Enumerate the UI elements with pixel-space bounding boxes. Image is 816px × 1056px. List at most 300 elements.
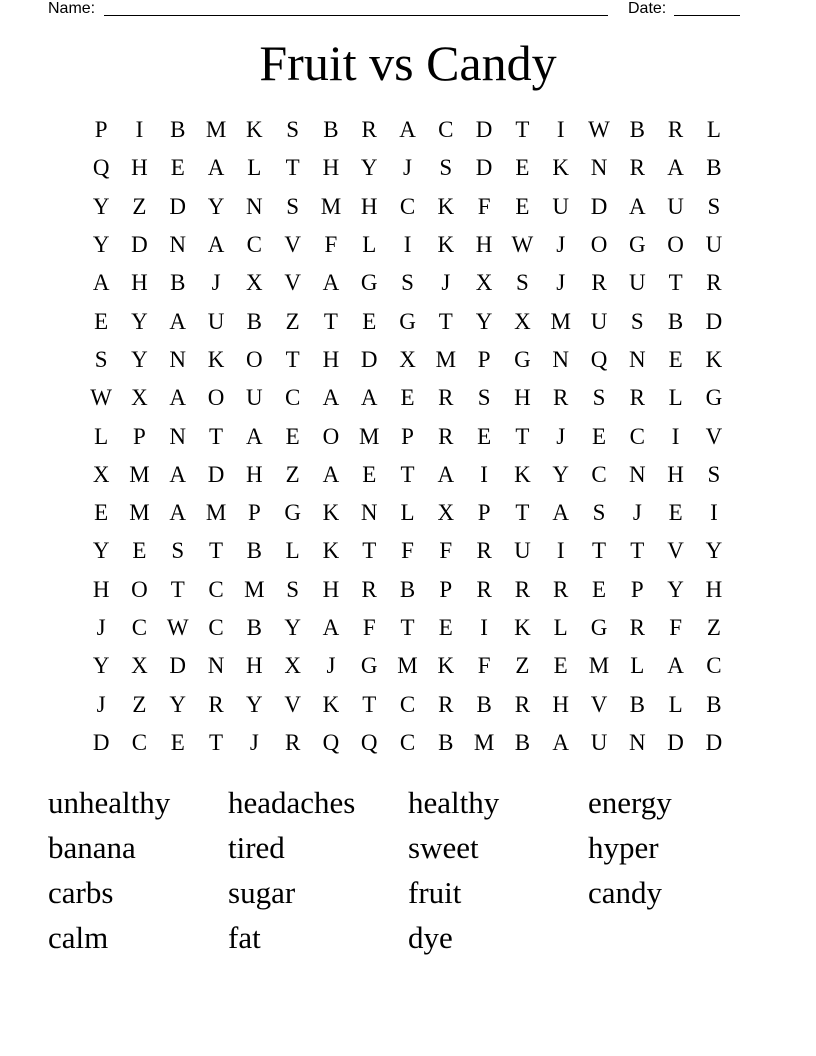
grid-letter: N xyxy=(169,232,187,258)
grid-letter: B xyxy=(629,691,645,717)
grid-letter: T xyxy=(591,538,607,564)
grid-letter: A xyxy=(92,270,110,296)
grid-letter: H xyxy=(475,232,493,258)
letter-grid xyxy=(82,111,733,762)
grid-letter: A xyxy=(360,385,378,411)
grid-letter: B xyxy=(706,155,722,181)
grid-letter: K xyxy=(322,538,340,564)
grid-letter: L xyxy=(94,423,109,449)
grid-letter: O xyxy=(322,423,340,449)
grid-letter: A xyxy=(207,155,225,181)
grid-letter: N xyxy=(169,346,187,372)
grid-letter: M xyxy=(320,193,342,219)
word-list-item: tired xyxy=(228,830,285,865)
grid-letter: V xyxy=(667,538,684,564)
grid-letter: N xyxy=(207,653,225,679)
grid-letter: E xyxy=(362,308,377,334)
grid-letter: P xyxy=(630,576,644,602)
grid-letter: M xyxy=(129,500,150,526)
grid-letter: G xyxy=(705,385,723,411)
grid-letter: Q xyxy=(92,155,110,181)
grid-letter: F xyxy=(324,232,338,258)
grid-letter: Y xyxy=(92,538,110,564)
grid-letter: N xyxy=(246,193,263,219)
grid-letter: R xyxy=(208,691,224,717)
grid-letter: M xyxy=(550,308,571,334)
grid-letter: C xyxy=(284,385,301,411)
grid-letter: T xyxy=(209,729,224,755)
grid-letter: H xyxy=(667,461,684,487)
grid-letter: Y xyxy=(705,538,723,564)
grid-letter: H xyxy=(514,385,531,411)
grid-letter: C xyxy=(438,117,454,143)
grid-letter: F xyxy=(439,538,453,564)
grid-letter: X xyxy=(399,346,416,372)
grid-letter: S xyxy=(286,117,300,143)
grid-letter: H xyxy=(92,576,110,602)
grid-letter: R xyxy=(361,576,377,602)
grid-letter: C xyxy=(399,729,416,755)
grid-letter: E xyxy=(591,576,607,602)
grid-letter: M xyxy=(397,653,418,679)
grid-letter: L xyxy=(362,232,377,258)
grid-letter: C xyxy=(399,691,416,717)
grid-letter: T xyxy=(515,423,530,449)
grid-letter: G xyxy=(399,308,416,334)
grid-letter: N xyxy=(628,729,646,755)
worksheet-header xyxy=(48,0,740,20)
grid-letter: A xyxy=(322,615,340,640)
grid-letter: C xyxy=(706,653,722,679)
grid-letter: H xyxy=(131,270,148,296)
grid-letter: U xyxy=(552,193,570,219)
grid-letter: G xyxy=(628,232,646,258)
grid-letter: E xyxy=(362,461,377,487)
grid-letter: A xyxy=(667,155,684,181)
grid-letter: T xyxy=(630,538,645,564)
grid-letter: E xyxy=(170,155,185,181)
grid-letter: I xyxy=(556,538,565,564)
grid-letter: S xyxy=(286,193,300,219)
grid-letter: Z xyxy=(706,615,721,640)
grid-letter: R xyxy=(476,576,492,602)
grid-letter: W xyxy=(588,117,610,143)
grid-letter: C xyxy=(208,615,224,640)
grid-letter: G xyxy=(284,500,301,526)
grid-letter: B xyxy=(170,270,186,296)
grid-letter: B xyxy=(323,117,339,143)
date-write-line xyxy=(674,15,740,16)
grid-letter: G xyxy=(590,615,608,640)
grid-letter: O xyxy=(590,232,608,258)
grid-letter: S xyxy=(707,461,721,487)
word-list-item: sweet xyxy=(408,830,479,865)
grid-letter: Z xyxy=(285,461,300,487)
grid-letter: R xyxy=(438,385,454,411)
grid-letter: E xyxy=(94,500,109,526)
grid-letter: E xyxy=(515,155,530,181)
grid-letter: E xyxy=(285,423,300,449)
grid-letter: H xyxy=(246,653,263,679)
grid-letter: M xyxy=(205,117,227,143)
grid-letter: A xyxy=(628,193,646,219)
grid-letter: S xyxy=(171,538,185,564)
grid-letter: X xyxy=(246,270,263,296)
grid-letter: R xyxy=(553,385,569,411)
grid-letter: R xyxy=(629,615,645,640)
word-list-item: carbs xyxy=(48,875,114,910)
grid-letter: R xyxy=(514,576,531,602)
grid-letter: S xyxy=(516,270,529,296)
grid-letter: H xyxy=(131,155,148,181)
grid-letter: A xyxy=(169,308,187,334)
word-list-item: dye xyxy=(408,920,453,955)
grid-letter: K xyxy=(437,193,455,219)
grid-letter: T xyxy=(323,308,338,334)
grid-letter: D xyxy=(169,193,187,219)
grid-letter: P xyxy=(94,117,108,143)
word-list-item: headaches xyxy=(228,785,356,820)
grid-letter: P xyxy=(247,500,261,526)
grid-letter: T xyxy=(209,538,224,564)
grid-letter: R xyxy=(667,117,684,143)
grid-letter: X xyxy=(437,500,455,526)
name-write-line xyxy=(104,15,608,16)
grid-letter: X xyxy=(92,461,110,487)
grid-letter: A xyxy=(322,385,340,411)
grid-letter: M xyxy=(244,576,265,602)
grid-letter: R xyxy=(706,270,722,296)
grid-letter: M xyxy=(205,500,227,526)
grid-letter: V xyxy=(284,232,301,258)
grid-letter: Z xyxy=(132,691,147,717)
grid-letter: J xyxy=(556,423,566,449)
grid-letter: T xyxy=(285,155,300,181)
grid-letter: P xyxy=(477,346,491,372)
word-list-item: fruit xyxy=(408,875,462,910)
grid-letter: C xyxy=(131,615,148,640)
grid-letter: T xyxy=(438,308,453,334)
grid-letter: W xyxy=(511,232,534,258)
grid-letter: A xyxy=(667,653,684,679)
grid-letter: J xyxy=(556,270,566,296)
grid-letter: R xyxy=(476,538,492,564)
grid-letter: I xyxy=(480,461,488,487)
grid-letter: P xyxy=(401,423,414,449)
grid-letter: F xyxy=(401,538,414,564)
grid-letter: Z xyxy=(285,308,300,334)
grid-letter: L xyxy=(668,385,683,411)
grid-letter: S xyxy=(592,500,606,526)
grid-letter: R xyxy=(514,691,531,717)
grid-letter: V xyxy=(284,691,301,717)
grid-letter: H xyxy=(322,346,340,372)
grid-letter: O xyxy=(667,232,684,258)
grid-letter: Y xyxy=(360,155,378,181)
grid-letter: K xyxy=(705,346,723,372)
grid-letter: J xyxy=(249,729,259,755)
grid-letter: T xyxy=(362,691,377,717)
grid-letter: E xyxy=(553,653,568,679)
grid-letter: Y xyxy=(92,193,110,219)
grid-letter: Y xyxy=(92,232,110,258)
grid-letter: O xyxy=(131,576,148,602)
grid-letter: H xyxy=(322,576,340,602)
grid-letter: G xyxy=(360,653,378,679)
grid-letter: A xyxy=(322,270,340,296)
grid-letter: P xyxy=(133,423,146,449)
grid-letter: W xyxy=(166,615,189,640)
grid-letter: N xyxy=(169,423,187,449)
grid-letter: B xyxy=(476,691,492,717)
grid-letter: B xyxy=(399,576,416,602)
grid-letter: F xyxy=(477,193,491,219)
word-list-item: sugar xyxy=(228,875,296,910)
grid-letter: M xyxy=(588,653,610,679)
grid-letter: S xyxy=(439,155,453,181)
grid-letter: N xyxy=(552,346,570,372)
grid-letter: E xyxy=(132,538,147,564)
grid-letter: U xyxy=(514,538,531,564)
grid-letter: T xyxy=(170,576,185,602)
grid-letter: B xyxy=(246,538,262,564)
grid-letter: F xyxy=(362,615,376,640)
word-list-item: fat xyxy=(228,920,261,955)
grid-letter: I xyxy=(480,615,488,640)
grid-letter: D xyxy=(590,193,608,219)
grid-letter: I xyxy=(403,232,412,258)
grid-letter: E xyxy=(668,346,683,372)
grid-letter: C xyxy=(399,193,416,219)
word-list-item: energy xyxy=(588,785,672,820)
grid-letter: U xyxy=(246,385,263,411)
grid-letter: K xyxy=(207,346,225,372)
grid-letter: M xyxy=(435,346,457,372)
grid-letter: R xyxy=(591,270,607,296)
grid-letter: Y xyxy=(92,653,110,679)
grid-letter: L xyxy=(285,538,300,564)
grid-letter: T xyxy=(285,346,300,372)
grid-letter: R xyxy=(629,385,645,411)
grid-letter: X xyxy=(131,653,148,679)
grid-letter: R xyxy=(284,729,301,755)
grid-letter: Q xyxy=(360,729,378,755)
grid-letter: R xyxy=(361,117,377,143)
grid-letter: Y xyxy=(667,576,684,602)
grid-letter: B xyxy=(629,117,645,143)
grid-letter: D xyxy=(360,346,378,372)
grid-letter: I xyxy=(556,117,565,143)
grid-letter: L xyxy=(668,691,683,717)
word-list xyxy=(48,780,768,960)
grid-letter: L xyxy=(553,615,568,640)
grid-letter: J xyxy=(326,653,336,679)
grid-letter: Z xyxy=(132,193,147,219)
grid-letter: F xyxy=(669,615,682,640)
grid-letter: M xyxy=(359,423,380,449)
grid-letter: S xyxy=(286,576,300,602)
grid-letter: U xyxy=(590,729,608,755)
word-list-item: candy xyxy=(588,875,663,910)
grid-letter: G xyxy=(360,270,378,296)
grid-letter: A xyxy=(552,729,570,755)
grid-letter: D xyxy=(705,308,723,334)
date-label: Date: xyxy=(628,0,667,17)
grid-letter: D xyxy=(705,729,723,755)
grid-letter: N xyxy=(628,461,646,487)
grid-letter: A xyxy=(322,461,340,487)
grid-letter: D xyxy=(169,653,187,679)
word-list-item: calm xyxy=(48,920,109,955)
grid-letter: Q xyxy=(322,729,340,755)
grid-letter: O xyxy=(246,346,263,372)
grid-letter: X xyxy=(475,270,493,296)
grid-letter: P xyxy=(477,500,491,526)
grid-letter: C xyxy=(629,423,645,449)
grid-letter: B xyxy=(706,691,722,717)
grid-letter: V xyxy=(590,691,608,717)
grid-letter: N xyxy=(360,500,378,526)
grid-letter: U xyxy=(590,308,608,334)
word-list-item: unhealthy xyxy=(48,785,171,820)
grid-letter: T xyxy=(515,117,530,143)
grid-letter: Y xyxy=(284,615,301,640)
grid-letter: R xyxy=(438,423,454,449)
grid-letter: C xyxy=(208,576,224,602)
grid-letter: N xyxy=(590,155,608,181)
grid-letter: A xyxy=(169,385,187,411)
grid-letter: D xyxy=(131,232,148,258)
grid-letter: I xyxy=(710,500,718,526)
grid-letter: K xyxy=(322,691,340,717)
grid-letter: R xyxy=(438,691,454,717)
grid-letter: A xyxy=(399,117,416,143)
grid-letter: Z xyxy=(515,653,530,679)
grid-letter: Y xyxy=(169,691,187,717)
grid-letter: T xyxy=(515,500,530,526)
grid-letter: C xyxy=(591,461,607,487)
grid-letter: Q xyxy=(590,346,608,372)
grid-letter: U xyxy=(207,308,225,334)
grid-letter: C xyxy=(131,729,148,755)
grid-letter: T xyxy=(668,270,683,296)
grid-letter: Y xyxy=(475,308,493,334)
grid-letter: T xyxy=(209,423,224,449)
grid-letter: D xyxy=(475,117,493,143)
grid-letter: I xyxy=(671,423,680,449)
grid-letter: U xyxy=(705,232,723,258)
grid-letter: Y xyxy=(207,193,225,219)
grid-letter: K xyxy=(437,232,455,258)
grid-letter: S xyxy=(477,385,491,411)
grid-letter: A xyxy=(207,232,225,258)
grid-letter: V xyxy=(284,270,301,296)
grid-letter: S xyxy=(401,270,414,296)
grid-letter: F xyxy=(477,653,491,679)
worksheet-title: Fruit vs Candy xyxy=(259,35,557,91)
grid-letter: C xyxy=(246,232,262,258)
grid-letter: T xyxy=(362,538,377,564)
grid-letter: H xyxy=(322,155,340,181)
grid-letter: L xyxy=(630,653,645,679)
grid-letter: K xyxy=(437,653,455,679)
grid-letter: D xyxy=(207,461,225,487)
grid-letter: A xyxy=(552,500,570,526)
grid-letter: E xyxy=(94,308,109,334)
grid-letter: L xyxy=(706,117,721,143)
grid-letter: W xyxy=(90,385,112,411)
grid-letter: Y xyxy=(131,308,148,334)
grid-letter: B xyxy=(246,615,262,640)
grid-letter: U xyxy=(628,270,646,296)
grid-letter: V xyxy=(705,423,723,449)
grid-letter: J xyxy=(441,270,451,296)
grid-letter: B xyxy=(514,729,531,755)
grid-letter: S xyxy=(630,308,644,334)
grid-letter: X xyxy=(284,653,301,679)
grid-letter: R xyxy=(553,576,569,602)
grid-letter: U xyxy=(667,193,684,219)
grid-letter: G xyxy=(514,346,531,372)
grid-letter: K xyxy=(514,615,531,640)
grid-letter: B xyxy=(170,117,186,143)
grid-letter: E xyxy=(515,193,530,219)
grid-letter: H xyxy=(360,193,378,219)
grid-letter: P xyxy=(439,576,453,602)
grid-letter: H xyxy=(552,691,570,717)
grid-letter: J xyxy=(96,615,106,640)
grid-letter: E xyxy=(591,423,607,449)
grid-letter: K xyxy=(552,155,570,181)
grid-letter: B xyxy=(667,308,684,334)
grid-letter: D xyxy=(475,155,493,181)
grid-letter: Y xyxy=(552,461,570,487)
grid-letter: N xyxy=(628,346,646,372)
word-list-item: banana xyxy=(48,830,136,865)
grid-letter: S xyxy=(94,346,108,372)
grid-letter: O xyxy=(207,385,225,411)
grid-letter: A xyxy=(246,423,263,449)
grid-letter: D xyxy=(667,729,684,755)
grid-letter: M xyxy=(473,729,495,755)
grid-letter: L xyxy=(400,500,415,526)
grid-letter: K xyxy=(514,461,531,487)
grid-letter: A xyxy=(437,461,455,487)
grid-letter: B xyxy=(438,729,454,755)
grid-letter: E xyxy=(170,729,185,755)
grid-letter: A xyxy=(169,500,187,526)
grid-letter: J xyxy=(556,232,566,258)
grid-letter: Y xyxy=(246,691,263,717)
grid-letter: J xyxy=(96,691,106,717)
grid-letter: A xyxy=(169,461,187,487)
grid-letter: H xyxy=(246,461,263,487)
grid-letter: T xyxy=(400,461,415,487)
grid-letter: K xyxy=(322,500,340,526)
grid-letter: J xyxy=(403,155,412,181)
grid-letter: H xyxy=(705,576,723,602)
grid-letter: J xyxy=(211,270,221,296)
name-label: Name: xyxy=(48,0,96,17)
grid-letter: B xyxy=(246,308,262,334)
word-list-item: healthy xyxy=(408,785,500,820)
grid-letter: Y xyxy=(131,346,148,372)
grid-letter: E xyxy=(668,500,683,526)
grid-letter: E xyxy=(477,423,492,449)
grid-letter: T xyxy=(400,615,415,640)
grid-letter: S xyxy=(592,385,606,411)
grid-letter: M xyxy=(129,461,150,487)
